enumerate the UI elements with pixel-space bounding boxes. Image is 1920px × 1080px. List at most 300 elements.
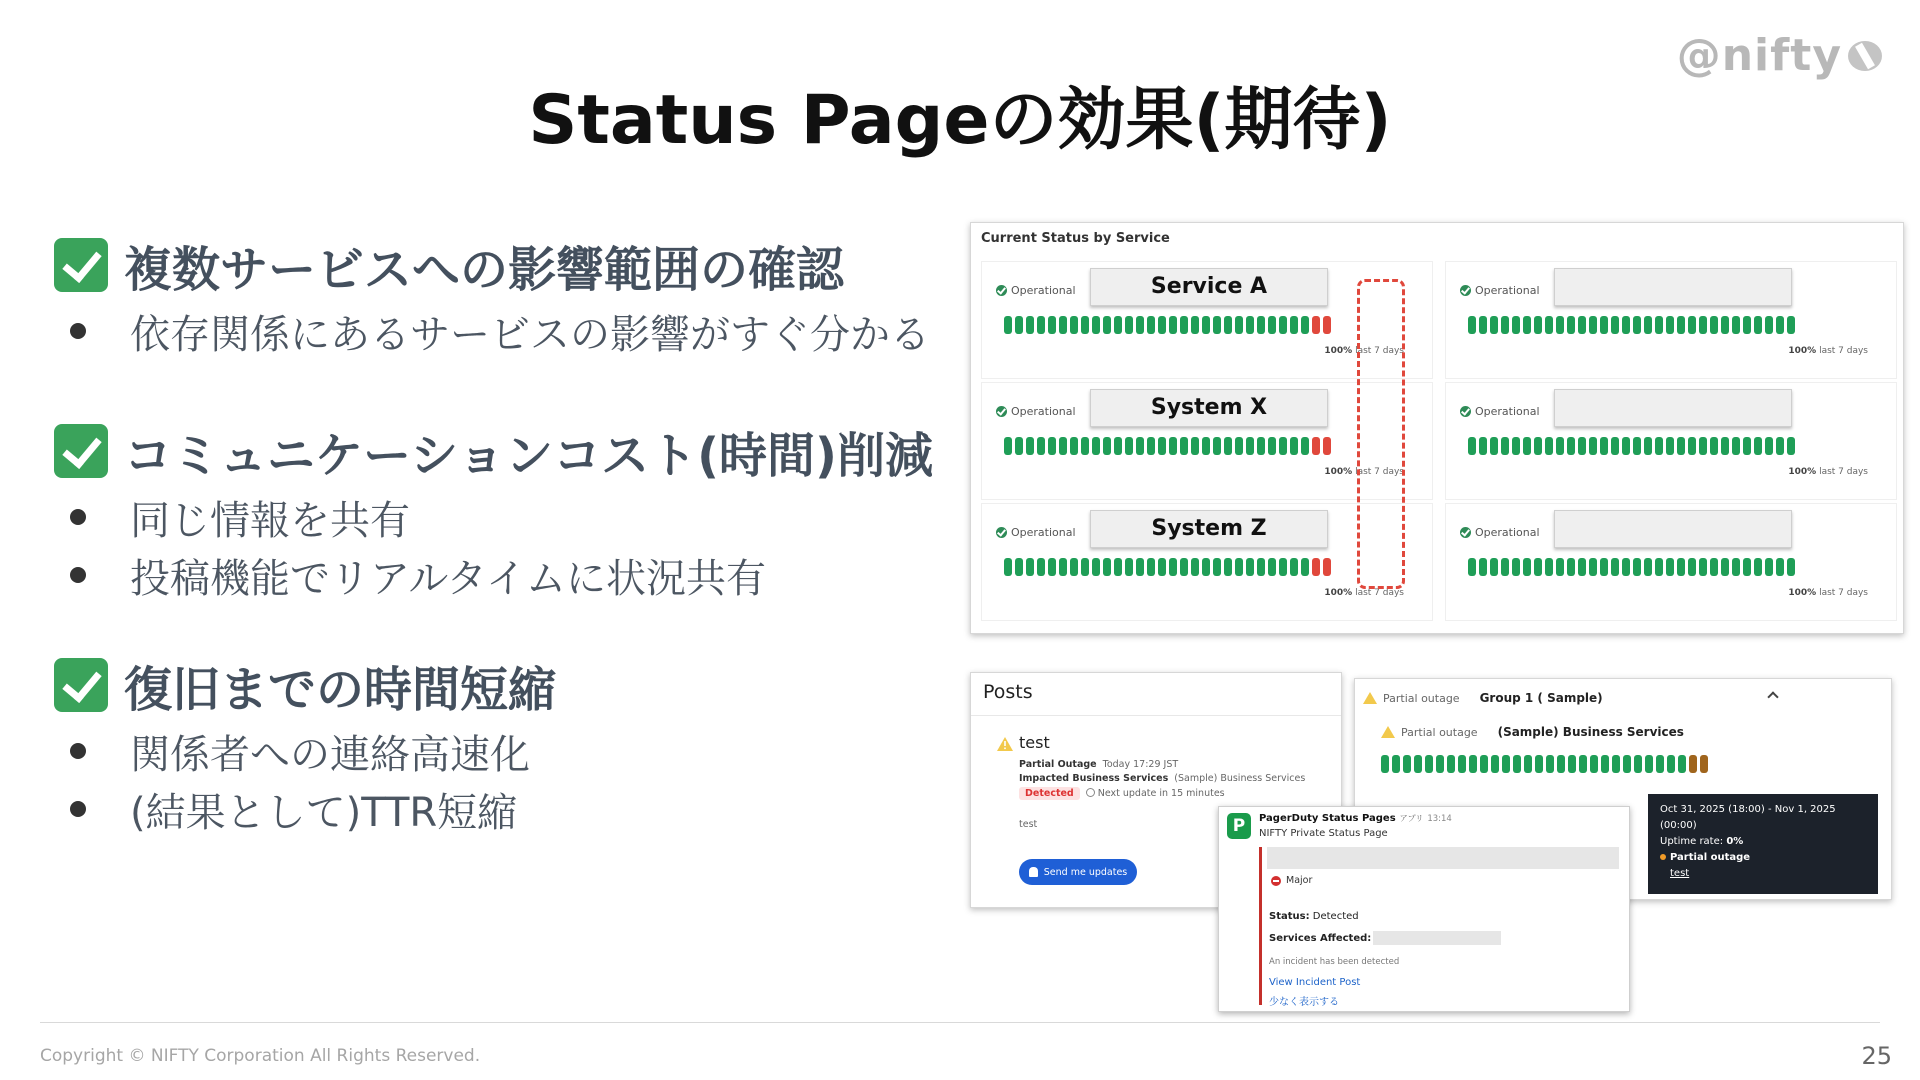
- slack-subtitle: NIFTY Private Status Page: [1259, 828, 1388, 839]
- uptime-segment[interactable]: [1048, 316, 1056, 334]
- uptime-segment[interactable]: [1191, 558, 1199, 576]
- bullet-item: (結果として)TTR短縮: [54, 780, 934, 838]
- section-title: 複数サービスへの影響範囲の確認: [124, 241, 845, 298]
- outage-segment[interactable]: [1312, 316, 1320, 334]
- uptime-label: 100% last 7 days: [1324, 346, 1404, 356]
- uptime-segment[interactable]: [1732, 437, 1740, 455]
- partial-outage-dot-icon: [1660, 854, 1666, 860]
- status-card-heading: Current Status by Service: [981, 231, 1170, 246]
- uptime-segment[interactable]: [1622, 316, 1630, 334]
- uptime-segment[interactable]: [1622, 558, 1630, 576]
- severity-rail: [1259, 847, 1262, 1005]
- uptime-segment[interactable]: [1458, 755, 1466, 773]
- uptime-segment[interactable]: [1257, 558, 1265, 576]
- uptime-segment[interactable]: [1180, 316, 1188, 334]
- uptime-segment[interactable]: [1721, 558, 1729, 576]
- uptime-segment[interactable]: [1004, 316, 1012, 334]
- bullet-icon: [70, 567, 86, 583]
- uptime-segment[interactable]: [1501, 437, 1509, 455]
- uptime-segment[interactable]: [1268, 316, 1276, 334]
- uptime-segment[interactable]: [1468, 437, 1476, 455]
- uptime-segment[interactable]: [1268, 558, 1276, 576]
- uptime-segment[interactable]: [1556, 316, 1564, 334]
- uptime-segment[interactable]: [1567, 558, 1575, 576]
- uptime-segment[interactable]: [1667, 755, 1675, 773]
- uptime-segment[interactable]: [1787, 437, 1795, 455]
- uptime-segment[interactable]: [1414, 755, 1422, 773]
- uptime-segment[interactable]: [1235, 558, 1243, 576]
- tooltip-state: Partial outage: [1660, 850, 1866, 866]
- uptime-segment[interactable]: [1070, 558, 1078, 576]
- service-name: (Sample) Business Services: [1497, 725, 1684, 739]
- uptime-segment[interactable]: [1622, 437, 1630, 455]
- uptime-segment[interactable]: [1191, 316, 1199, 334]
- uptime-segment[interactable]: [1048, 558, 1056, 576]
- uptime-segment[interactable]: [1026, 316, 1034, 334]
- outage-segment[interactable]: [1323, 316, 1331, 334]
- uptime-segment[interactable]: [1180, 558, 1188, 576]
- uptime-segment[interactable]: [1490, 558, 1498, 576]
- uptime-segment[interactable]: [1479, 437, 1487, 455]
- uptime-segment[interactable]: [1589, 437, 1597, 455]
- uptime-segment[interactable]: [1524, 755, 1532, 773]
- uptime-segment[interactable]: [1114, 437, 1122, 455]
- uptime-segment[interactable]: [1202, 437, 1210, 455]
- service-name-redacted: [1554, 389, 1792, 427]
- uptime-segment[interactable]: [1213, 558, 1221, 576]
- uptime-segment[interactable]: [1721, 437, 1729, 455]
- uptime-segment[interactable]: [1301, 437, 1309, 455]
- uptime-segment[interactable]: [1567, 316, 1575, 334]
- bullet-icon: [70, 801, 86, 817]
- check-mark-icon: [54, 424, 108, 478]
- incident-status: Status: Detected: [1269, 911, 1359, 922]
- uptime-segment[interactable]: [1479, 316, 1487, 334]
- services-affected: Services Affected:: [1269, 931, 1501, 945]
- uptime-segment[interactable]: [1213, 437, 1221, 455]
- redacted-title: [1267, 847, 1619, 869]
- uptime-segment[interactable]: [1037, 558, 1045, 576]
- uptime-segment[interactable]: [1754, 437, 1762, 455]
- uptime-segment[interactable]: [1666, 316, 1674, 334]
- group-header[interactable]: Partial outage Group 1 ( Sample): [1363, 691, 1603, 705]
- uptime-segment[interactable]: [1732, 558, 1740, 576]
- uptime-segment[interactable]: [1666, 437, 1674, 455]
- uptime-segment[interactable]: [1567, 437, 1575, 455]
- uptime-segment[interactable]: [1092, 437, 1100, 455]
- bullet-icon: [70, 743, 86, 759]
- service-name-redacted: [1554, 268, 1792, 306]
- uptime-segment[interactable]: [1546, 755, 1554, 773]
- bullet-item: 投稿機能でリアルタイムに状況共有: [54, 546, 934, 604]
- slack-sender: PagerDuty Status Pages アプリ 13:14: [1259, 813, 1452, 824]
- outage-segment[interactable]: [1312, 558, 1320, 576]
- uptime-segment[interactable]: [1059, 316, 1067, 334]
- uptime-segment[interactable]: [1290, 558, 1298, 576]
- uptime-segment[interactable]: [1633, 316, 1641, 334]
- uptime-segment[interactable]: [1125, 558, 1133, 576]
- page-number: 25: [1861, 1042, 1892, 1070]
- uptime-segment[interactable]: [1279, 558, 1287, 576]
- uptime-segment[interactable]: [1180, 437, 1188, 455]
- uptime-segment[interactable]: [1600, 558, 1608, 576]
- uptime-segment[interactable]: [1158, 558, 1166, 576]
- uptime-segment[interactable]: [1666, 558, 1674, 576]
- uptime-segment[interactable]: [1246, 316, 1254, 334]
- uptime-segment[interactable]: [1535, 755, 1543, 773]
- footer-divider: [40, 1022, 1880, 1023]
- show-less-link[interactable]: 少なく表示する: [1269, 997, 1339, 1008]
- uptime-segment[interactable]: [1479, 558, 1487, 576]
- operational-check-icon: [996, 406, 1007, 417]
- uptime-segment[interactable]: [1246, 437, 1254, 455]
- outage-highlight-box: [1357, 279, 1405, 589]
- uptime-segment[interactable]: [1490, 316, 1498, 334]
- uptime-segment[interactable]: [1699, 558, 1707, 576]
- uptime-segment[interactable]: [1491, 755, 1499, 773]
- uptime-segment[interactable]: [1765, 316, 1773, 334]
- operational-check-icon: [996, 527, 1007, 538]
- uptime-segment[interactable]: [1114, 316, 1122, 334]
- uptime-segment[interactable]: [1512, 316, 1520, 334]
- slack-notification: [1218, 806, 1630, 1012]
- uptime-bars: [1468, 558, 1795, 576]
- bullet-icon: [70, 509, 86, 525]
- section-communication-cost: [54, 418, 934, 604]
- warning-icon: [997, 737, 1013, 751]
- uptime-segment[interactable]: [1048, 437, 1056, 455]
- uptime-segment[interactable]: [1403, 755, 1411, 773]
- uptime-segment[interactable]: [1578, 437, 1586, 455]
- uptime-segment[interactable]: [1623, 755, 1631, 773]
- uptime-segment[interactable]: [1268, 437, 1276, 455]
- uptime-segment[interactable]: [1557, 755, 1565, 773]
- uptime-segment[interactable]: [1688, 437, 1696, 455]
- uptime-segment[interactable]: [1776, 316, 1784, 334]
- uptime-segment[interactable]: [1776, 558, 1784, 576]
- uptime-segment[interactable]: [1556, 437, 1564, 455]
- uptime-tooltip: [1648, 794, 1878, 894]
- uptime-segment[interactable]: [1147, 437, 1155, 455]
- uptime-segment[interactable]: [1081, 316, 1089, 334]
- uptime-segment[interactable]: [1136, 437, 1144, 455]
- service-tile[interactable]: Operational 100% last 7 days: [1445, 382, 1897, 500]
- operational-check-icon: [1460, 285, 1471, 296]
- uptime-segment[interactable]: [1147, 558, 1155, 576]
- uptime-label: 100% last 7 days: [1788, 467, 1868, 477]
- uptime-segment[interactable]: [1743, 558, 1751, 576]
- uptime-segment[interactable]: [1070, 316, 1078, 334]
- uptime-segment[interactable]: [1425, 755, 1433, 773]
- uptime-label: 100% last 7 days: [1324, 588, 1404, 598]
- uptime-segment[interactable]: [1534, 437, 1542, 455]
- uptime-segment[interactable]: [1081, 437, 1089, 455]
- uptime-segment[interactable]: [1480, 755, 1488, 773]
- brand-logo-text: @nifty: [1676, 30, 1842, 81]
- group-name: Group 1 ( Sample): [1479, 691, 1603, 705]
- uptime-segment[interactable]: [1147, 316, 1155, 334]
- uptime-segment[interactable]: [1015, 316, 1023, 334]
- service-name-box: System Z: [1090, 510, 1328, 548]
- uptime-segment[interactable]: [1721, 316, 1729, 334]
- uptime-segment[interactable]: [1743, 437, 1751, 455]
- warning-icon: [1363, 692, 1377, 704]
- uptime-segment[interactable]: [1436, 755, 1444, 773]
- send-updates-button[interactable]: Send me updates: [1019, 859, 1137, 885]
- service-name-box: System X: [1090, 389, 1328, 427]
- uptime-segment[interactable]: [1699, 316, 1707, 334]
- service-tile[interactable]: Operational 100% last 7 days: [1445, 503, 1897, 621]
- uptime-segment[interactable]: [1776, 437, 1784, 455]
- uptime-segment[interactable]: [1678, 755, 1686, 773]
- uptime-bars: [1468, 437, 1795, 455]
- uptime-segment[interactable]: [1202, 316, 1210, 334]
- uptime-segment[interactable]: [1512, 558, 1520, 576]
- uptime-segment[interactable]: [1655, 558, 1663, 576]
- uptime-segment[interactable]: [1246, 558, 1254, 576]
- uptime-segment[interactable]: [1235, 437, 1243, 455]
- uptime-segment[interactable]: [1290, 316, 1298, 334]
- uptime-segment[interactable]: [1501, 558, 1509, 576]
- uptime-segment[interactable]: [1125, 437, 1133, 455]
- outage-segment[interactable]: [1323, 558, 1331, 576]
- uptime-segment[interactable]: [1279, 316, 1287, 334]
- uptime-segment[interactable]: [1523, 558, 1531, 576]
- uptime-segment[interactable]: [1677, 558, 1685, 576]
- uptime-segment[interactable]: [1656, 755, 1664, 773]
- uptime-segment[interactable]: [1633, 558, 1641, 576]
- uptime-segment[interactable]: [1004, 437, 1012, 455]
- uptime-label: 100% last 7 days: [1788, 588, 1868, 598]
- uptime-segment[interactable]: [1699, 437, 1707, 455]
- uptime-segment[interactable]: [1633, 437, 1641, 455]
- uptime-segment[interactable]: [1655, 437, 1663, 455]
- uptime-segment[interactable]: [1655, 316, 1663, 334]
- uptime-segment[interactable]: [1191, 437, 1199, 455]
- uptime-segment[interactable]: [1611, 437, 1619, 455]
- group-service-row: Partial outage (Sample) Business Services: [1381, 725, 1684, 739]
- uptime-segment[interactable]: [1037, 437, 1045, 455]
- uptime-segment[interactable]: [1114, 558, 1122, 576]
- uptime-segment[interactable]: [1103, 316, 1111, 334]
- service-tile[interactable]: Operational System X 100% last 7 days: [981, 382, 1433, 500]
- redacted-services: [1373, 931, 1501, 945]
- uptime-segment[interactable]: [1754, 316, 1762, 334]
- uptime-segment[interactable]: [1534, 558, 1542, 576]
- uptime-segment[interactable]: [1235, 316, 1243, 334]
- uptime-segment[interactable]: [1502, 755, 1510, 773]
- uptime-segment[interactable]: [1301, 316, 1309, 334]
- status-by-service-card: [970, 222, 1904, 634]
- uptime-segment[interactable]: [1136, 316, 1144, 334]
- uptime-segment[interactable]: [1645, 755, 1653, 773]
- uptime-label: 100% last 7 days: [1788, 346, 1868, 356]
- post-impact-line: Partial Outage Today 17:29 JST: [1019, 759, 1179, 770]
- uptime-bars: [1468, 316, 1795, 334]
- uptime-segment[interactable]: [1169, 437, 1177, 455]
- uptime-label: 100% last 7 days: [1324, 467, 1404, 477]
- uptime-segment[interactable]: [1169, 316, 1177, 334]
- uptime-segment[interactable]: [1103, 437, 1111, 455]
- uptime-segment[interactable]: [1158, 316, 1166, 334]
- outage-segment[interactable]: [1312, 437, 1320, 455]
- uptime-segment[interactable]: [1202, 558, 1210, 576]
- uptime-segment[interactable]: [1534, 316, 1542, 334]
- uptime-segment[interactable]: [1710, 558, 1718, 576]
- uptime-segment[interactable]: [1578, 316, 1586, 334]
- uptime-segment[interactable]: [1589, 316, 1597, 334]
- uptime-segment[interactable]: [1545, 316, 1553, 334]
- section-impact-scope: [54, 232, 934, 360]
- uptime-segment[interactable]: [1512, 437, 1520, 455]
- uptime-segment[interactable]: [1611, 558, 1619, 576]
- uptime-segment[interactable]: [1601, 755, 1609, 773]
- uptime-segment[interactable]: [1468, 316, 1476, 334]
- uptime-segment[interactable]: [1523, 437, 1531, 455]
- uptime-segment[interactable]: [1059, 558, 1067, 576]
- divider: [971, 715, 1341, 716]
- outage-segment[interactable]: [1323, 437, 1331, 455]
- uptime-segment[interactable]: [1301, 558, 1309, 576]
- uptime-segment[interactable]: [1754, 558, 1762, 576]
- uptime-segment[interactable]: [1568, 755, 1576, 773]
- uptime-segment[interactable]: [1257, 316, 1265, 334]
- uptime-segment[interactable]: [1468, 558, 1476, 576]
- uptime-segment[interactable]: [1513, 755, 1521, 773]
- uptime-segment[interactable]: [1169, 558, 1177, 576]
- severity-row: Major: [1271, 875, 1312, 886]
- uptime-segment[interactable]: [1523, 316, 1531, 334]
- slide-title: Status Pageの効果(期待): [528, 81, 1392, 160]
- uptime-segment[interactable]: [1257, 437, 1265, 455]
- uptime-segment[interactable]: [1787, 316, 1795, 334]
- uptime-segment[interactable]: [1224, 316, 1232, 334]
- partial-outage-segment[interactable]: [1689, 755, 1697, 773]
- uptime-segment[interactable]: [1026, 558, 1034, 576]
- uptime-segment[interactable]: [1070, 437, 1078, 455]
- uptime-segment[interactable]: [1644, 316, 1652, 334]
- uptime-segment[interactable]: [1125, 316, 1133, 334]
- uptime-segment[interactable]: [1611, 316, 1619, 334]
- uptime-segment[interactable]: [1634, 755, 1642, 773]
- uptime-segment[interactable]: [1612, 755, 1620, 773]
- post-title[interactable]: test: [1019, 733, 1050, 752]
- operational-check-icon: [1460, 406, 1471, 417]
- uptime-segment[interactable]: [1015, 558, 1023, 576]
- uptime-segment[interactable]: [1037, 316, 1045, 334]
- service-name-redacted: [1554, 510, 1792, 548]
- posts-title: Posts: [983, 681, 1033, 703]
- bullet-item: 同じ情報を共有: [54, 488, 934, 546]
- uptime-segment[interactable]: [1579, 755, 1587, 773]
- uptime-segment[interactable]: [1545, 558, 1553, 576]
- uptime-segment[interactable]: [1490, 437, 1498, 455]
- uptime-segment[interactable]: [1765, 437, 1773, 455]
- uptime-segment[interactable]: [1092, 558, 1100, 576]
- post-body: test: [1019, 819, 1038, 830]
- uptime-segment[interactable]: [1224, 437, 1232, 455]
- uptime-segment[interactable]: [1688, 316, 1696, 334]
- uptime-segment[interactable]: [1644, 558, 1652, 576]
- warning-icon: [1381, 726, 1395, 738]
- check-mark-icon: [54, 238, 108, 292]
- operational-check-icon: [996, 285, 1007, 296]
- uptime-segment[interactable]: [1158, 437, 1166, 455]
- uptime-segment[interactable]: [1136, 558, 1144, 576]
- uptime-segment[interactable]: [1092, 316, 1100, 334]
- uptime-segment[interactable]: [1290, 437, 1298, 455]
- uptime-segment[interactable]: [1765, 558, 1773, 576]
- uptime-bars: [1004, 316, 1331, 334]
- uptime-segment[interactable]: [1213, 316, 1221, 334]
- uptime-segment[interactable]: [1392, 755, 1400, 773]
- uptime-segment[interactable]: [1381, 755, 1389, 773]
- uptime-segment[interactable]: [1015, 437, 1023, 455]
- uptime-segment[interactable]: [1590, 755, 1598, 773]
- uptime-segment[interactable]: [1600, 316, 1608, 334]
- uptime-segment[interactable]: [1279, 437, 1287, 455]
- uptime-segment[interactable]: [1469, 755, 1477, 773]
- section-title: コミュニケーションコスト(時間)削減: [124, 427, 933, 484]
- uptime-segment[interactable]: [1447, 755, 1455, 773]
- uptime-segment[interactable]: [1787, 558, 1795, 576]
- uptime-segment[interactable]: [1501, 316, 1509, 334]
- uptime-segment[interactable]: [1677, 316, 1685, 334]
- service-name-box: Service A: [1090, 268, 1328, 306]
- check-mark-icon: [54, 658, 108, 712]
- uptime-segment[interactable]: [1710, 437, 1718, 455]
- view-incident-link[interactable]: View Incident Post: [1269, 977, 1361, 988]
- uptime-segment[interactable]: [1545, 437, 1553, 455]
- uptime-segment[interactable]: [1732, 316, 1740, 334]
- chevron-up-icon[interactable]: [1767, 691, 1778, 702]
- bullet-item: 関係者への連絡高速化: [54, 722, 934, 780]
- uptime-segment[interactable]: [1688, 558, 1696, 576]
- uptime-segment[interactable]: [1103, 558, 1111, 576]
- uptime-bars: [1004, 437, 1331, 455]
- uptime-segment[interactable]: [1600, 437, 1608, 455]
- post-impacted-services: Impacted Business Services (Sample) Business Services: [1019, 773, 1306, 784]
- operational-check-icon: [1460, 527, 1471, 538]
- uptime-segment[interactable]: [1026, 437, 1034, 455]
- tooltip-link[interactable]: test: [1670, 868, 1690, 879]
- uptime-bars: [1381, 755, 1708, 773]
- uptime-segment[interactable]: [1081, 558, 1089, 576]
- uptime-segment[interactable]: [1677, 437, 1685, 455]
- bullet-icon: [70, 323, 86, 339]
- uptime-segment[interactable]: [1004, 558, 1012, 576]
- uptime-segment[interactable]: [1059, 437, 1067, 455]
- pagerduty-avatar: P: [1227, 813, 1251, 839]
- major-severity-icon: [1271, 876, 1281, 886]
- bell-icon: [1029, 867, 1038, 877]
- uptime-segment[interactable]: [1710, 316, 1718, 334]
- service-tile[interactable]: Operational Service A 100% last 7 days: [981, 261, 1433, 379]
- bullet-item: 依存関係にあるサービスの影響がすぐ分かる: [54, 302, 934, 360]
- incident-note: An incident has been detected: [1269, 957, 1400, 967]
- tooltip-range: Oct 31, 2025 (18:00) - Nov 1, 2025 (00:00): [1660, 804, 1836, 831]
- service-tile[interactable]: Operational System Z 100% last 7 days: [981, 503, 1433, 621]
- uptime-segment[interactable]: [1743, 316, 1751, 334]
- uptime-segment[interactable]: [1644, 437, 1652, 455]
- uptime-segment[interactable]: [1578, 558, 1586, 576]
- partial-outage-segment[interactable]: [1700, 755, 1708, 773]
- uptime-segment[interactable]: [1224, 558, 1232, 576]
- service-tile[interactable]: Operational 100% last 7 days: [1445, 261, 1897, 379]
- uptime-segment[interactable]: [1556, 558, 1564, 576]
- uptime-bars: [1004, 558, 1331, 576]
- uptime-segment[interactable]: [1589, 558, 1597, 576]
